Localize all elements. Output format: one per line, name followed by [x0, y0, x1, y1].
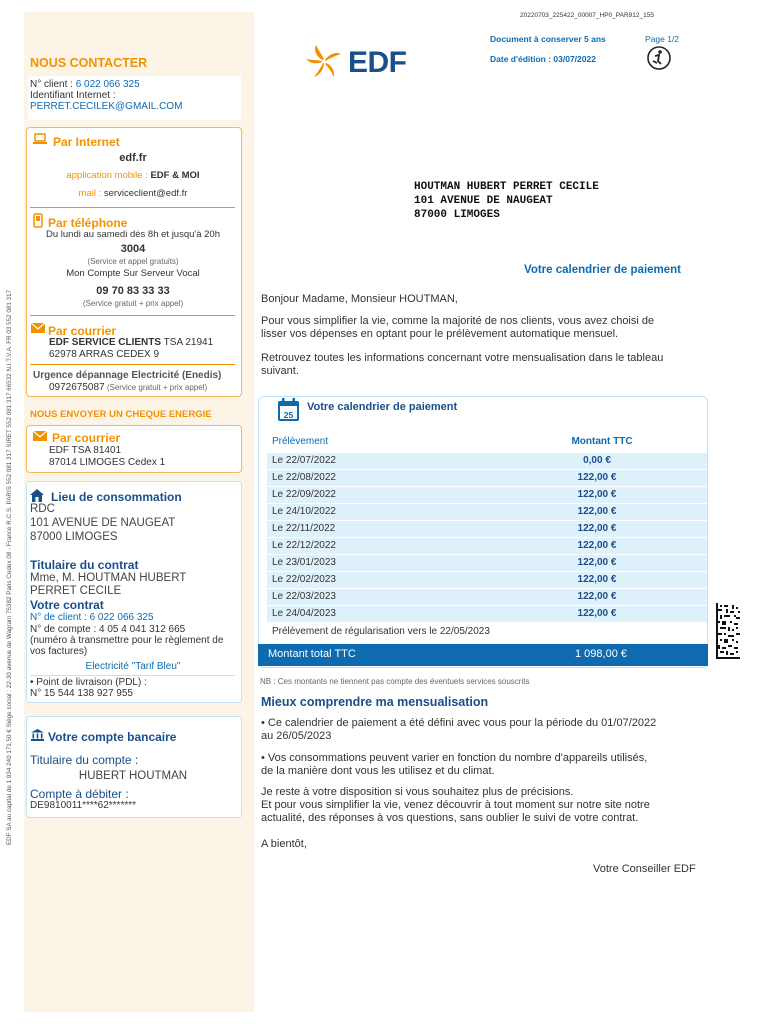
mail-title: Par courrier: [48, 324, 117, 338]
column-header-amount: Montant TTC: [571, 436, 633, 447]
phone-note-free: (Service et appel gratuits): [87, 257, 179, 266]
divider: [30, 207, 235, 208]
section-title: Mieux comprendre ma mensualisation: [261, 695, 489, 709]
schedule-row: Le 22/08/2022 122,00 €: [267, 470, 707, 486]
schedule-row: Le 24/10/2022 122,00 €: [267, 504, 707, 520]
contract-account-line: N° de compte : 4 05 4 041 312 665: [30, 624, 186, 635]
site-line2: 101 AVENUE DE NAUGEAT: [30, 517, 176, 529]
schedule-row: Le 22/12/2022 122,00 €: [267, 538, 707, 554]
greeting: Bonjour Madame, Monsieur HOUTMAN,: [261, 293, 458, 305]
schedule-row: Le 22/09/2022 122,00 €: [267, 487, 707, 503]
urgent-label: Urgence dépannage Electricité (Enedis): [33, 370, 222, 381]
account-note2: vos factures): [30, 646, 88, 657]
intro-line2: lisser vos dépenses en optant pour le prélèvement automatique mensuel.: [261, 328, 619, 340]
bullet2-line2: de la manière dont vous les utilisez et du climat.: [261, 765, 495, 777]
laptop-icon: [33, 133, 47, 145]
calendar-day: 25: [283, 410, 294, 420]
internet-title: Par Internet: [53, 135, 120, 149]
total-label: Montant total TTC: [268, 648, 356, 660]
mobile-app-line: application mobile : EDF & MOI: [66, 170, 200, 181]
closing-line3: actualité, des réponses à vos questions, sans oublier le suivi de votre contrat.: [261, 812, 639, 824]
document-retention: Document à conserver 5 ans: [490, 34, 606, 44]
schedule-row: Le 22/03/2023 122,00 €: [267, 589, 707, 605]
divider: [30, 364, 235, 365]
info-line1: Retrouvez toutes les informations concernant votre mensualisation dans le tableau: [261, 352, 664, 364]
schedule-row: Le 24/04/2023 122,00 €: [267, 606, 707, 622]
letter-title: Votre calendrier de paiement: [524, 264, 682, 276]
account-note1: (numéro à transmettre pour le règlement de: [30, 635, 224, 646]
edf-logo-icon: [304, 42, 344, 80]
cheque-address-line2: 87014 LIMOGES Cedex 1: [49, 457, 166, 468]
schedule-row: Le 22/07/2022 0,00 €: [267, 453, 707, 469]
document-reference: 20220703_225422_00007_HP0_PAR912_155: [520, 12, 654, 19]
website[interactable]: edf.fr: [119, 152, 147, 164]
schedule-title: Votre calendrier de paiement: [307, 401, 458, 413]
edf-logo-text: EDF: [348, 46, 407, 79]
phone-number-3004[interactable]: 3004: [120, 243, 146, 255]
mobile-app-name: EDF & MOI: [150, 170, 200, 181]
house-icon: [30, 489, 44, 502]
contract-client-number: 6 022 066 325: [89, 612, 154, 623]
contract-title: Votre contrat: [30, 598, 104, 612]
contact-title: NOUS CONTACTER: [30, 56, 148, 70]
signature: Votre Conseiller EDF: [593, 863, 696, 875]
client-number: 6 022 066 325: [75, 79, 140, 90]
holder-title: Titulaire du contrat: [30, 558, 139, 572]
bullet1-line1: • Ce calendrier de paiement a été défini avec vous pour la période du 01/07/2022: [261, 717, 657, 729]
site-title: Lieu de consommation: [51, 490, 182, 504]
accessibility-icon: [647, 46, 671, 70]
bank-icon: [31, 729, 44, 741]
recipient-line3: 87000 LIMOGES: [414, 209, 500, 221]
info-line2: suivant.: [261, 365, 299, 377]
mail-address-line2: 62978 ARRAS CEDEX 9: [49, 349, 160, 360]
client-number-line: N° client : 6 022 066 325: [30, 79, 140, 90]
bullet1-line2: au 26/05/2023: [261, 730, 332, 742]
divider: [30, 675, 235, 676]
urgent-phone[interactable]: 0972675087: [49, 382, 105, 393]
total-value: 1 098,00 €: [575, 648, 627, 660]
divider: [30, 315, 235, 316]
edition-date: Date d'édition : 03/07/2022: [490, 54, 596, 64]
total-row: [258, 644, 708, 666]
bank-title: Votre compte bancaire: [48, 730, 177, 744]
site-line3: 87000 LIMOGES: [30, 531, 118, 543]
envelope-icon: [33, 431, 47, 441]
schedule-row: Le 23/01/2023 122,00 €: [267, 555, 707, 571]
legal-text: EDF SA au capital de 1 934 240 171,50 € Siège social : 22-30 avenue de Wagram 75382 Paris Cedex 08 - France R.C.S. PARIS 552 081 317 SIRET 552 081 317 66532 N.I.T.V.A. FR 03 552 081 317: [6, 289, 13, 845]
holder-line2: PERRET CECILE: [30, 585, 122, 597]
cheque-address-line1: EDF TSA 81401: [49, 445, 122, 456]
client-id-box: [28, 76, 241, 120]
email-line: mail : serviceclient@edf.fr: [78, 188, 188, 199]
envelope-icon: [31, 323, 45, 333]
contract-account-number: 4 05 4 041 312 665: [99, 624, 186, 635]
bank-holder-name: HUBERT HOUTMAN: [78, 770, 188, 782]
holder-line1: Mme, M. HOUTMAN HUBERT: [30, 572, 187, 584]
sign-off: A bientôt,: [261, 838, 307, 850]
schedule-row: Le 22/11/2022 122,00 €: [267, 521, 707, 537]
voice-server-label: Mon Compte Sur Serveur Vocal: [66, 268, 200, 279]
cheque-title: NOUS ENVOYER UN CHEQUE ENERGIE: [30, 409, 212, 420]
bank-iban: DE9810011****62*******: [30, 800, 137, 811]
tariff: Electricité "Tarif Bleu": [85, 661, 181, 672]
bullet2-line1: • Vos consommations peuvent varier en fonction du nombre d'appareils utilisés,: [261, 752, 648, 764]
site-line1: RDC: [30, 503, 55, 515]
internet-id[interactable]: PERRET.CECILEK@GMAIL.COM: [30, 101, 183, 112]
nb-note: NB : Ces montants ne tiennent pas compte des éventuels services souscrits: [260, 677, 530, 686]
regularisation-note: Prélèvement de régularisation vers le 22/05/2023: [272, 626, 490, 637]
phone-title: Par téléphone: [48, 216, 128, 230]
contract-client-line: N° de client : 6 022 066 325: [30, 612, 154, 623]
urgent-line: 0972675087 (Service gratuit + prix appel): [49, 382, 208, 393]
phone-icon: [33, 213, 43, 228]
page-number: Page 1/2: [645, 34, 680, 44]
datamatrix-barcode-icon: [716, 603, 740, 659]
recipient-line2: 101 AVENUE DE NAUGEAT: [414, 195, 553, 207]
bank-holder-label: Titulaire du compte :: [30, 753, 139, 767]
pdl-label: • Point de livraison (PDL) :: [30, 677, 147, 688]
recipient-line1: HOUTMAN HUBERT PERRET CECILE: [414, 181, 599, 193]
phone-hours: Du lundi au samedi dès 8h et jusqu'à 20h: [46, 229, 220, 240]
schedule-row: Le 22/02/2023 122,00 €: [267, 572, 707, 588]
bank-debit-label: Compte à débiter :: [30, 787, 129, 801]
column-header-date: Prélèvement: [272, 436, 329, 447]
mail-address-line1: EDF SERVICE CLIENTS TSA 21941: [49, 337, 214, 348]
intro-line1: Pour vous simplifier la vie, comme la majorité de nos clients, vous avez choisi de: [261, 315, 655, 327]
closing-line1: Je reste à votre disposition si vous souhaitez plus de précisions.: [261, 786, 574, 798]
pdl-number: N° 15 544 138 927 955: [30, 688, 133, 699]
phone-number-voice[interactable]: 09 70 83 33 33: [96, 285, 170, 297]
phone-note-price: (Service gratuit + prix appel): [82, 299, 184, 308]
legal-mention: [6, 185, 20, 845]
closing-line2: Et pour vous simplifier la vie, venez découvrir à tout moment sur notre site notre: [261, 799, 650, 811]
cheque-mail-title: Par courrier: [52, 431, 121, 445]
service-email[interactable]: serviceclient@edf.fr: [103, 188, 188, 199]
internet-id-label: Identifiant Internet :: [30, 90, 116, 101]
